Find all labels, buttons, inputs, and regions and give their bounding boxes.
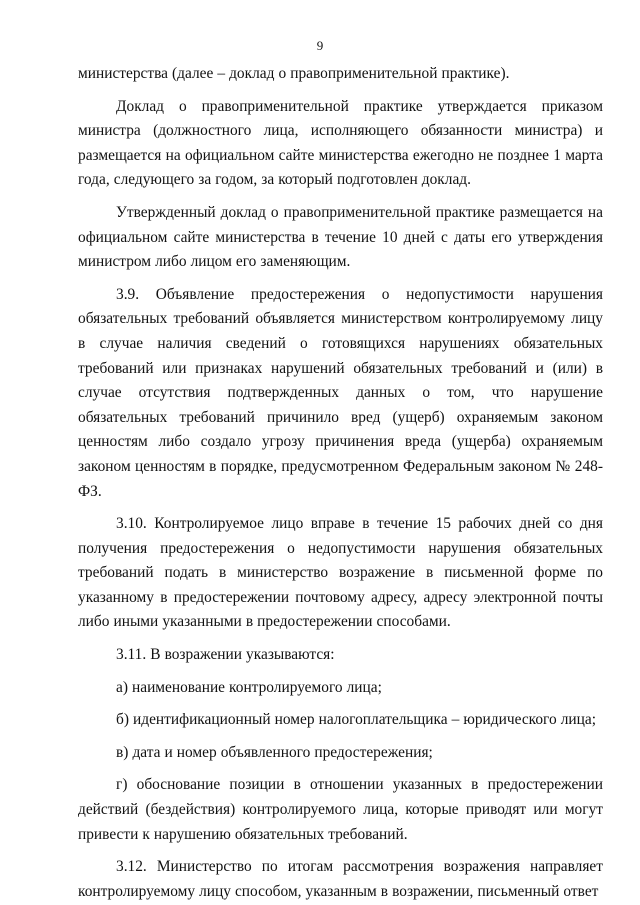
list-item-b: б) идентификационный номер налогоплательщика – юридического лица; (116, 711, 596, 729)
paragraph-3-12: 3.12. Министерство по итогам рассмотрения возражения направляет контролируемому лицу способом, указанным в возражении, письменный ответ (78, 858, 603, 900)
paragraph-3-10: 3.10. Контролируемое лицо вправе в течение 15 рабочих дней со дня получения предостережения о недопустимости нарушения обязательных требований подать в министерство возражение в письменной форме по указанному в предостережении почтовому адресу, адресу электронной почты либо иными указанными в предостережении способами. (78, 515, 603, 631)
list-item-a: а) наименование контролируемого лица; (116, 678, 382, 696)
page-number: 9 (316, 38, 324, 53)
document-body (78, 62, 603, 905)
list-item-g: г) обоснование позиции в отношении указанных в предостережении действий (бездействия) контролируемого лица, которые приводят или могут привести к нарушению обязательных требований. (78, 776, 603, 843)
paragraph-3-11: 3.11. В возражении указываются: (116, 646, 335, 664)
paragraph-report-approval: Доклад о правоприменительной практике утверждается приказом министра (должностного лица, исполняющего обязанности министра) и размещается на официальном сайте министерства ежегодно не позднее 1 марта года, следующего за годом, за который подготовлен доклад. (78, 97, 603, 189)
paragraph-report-publication: Утвержденный доклад о правоприменительной практике размещается на официальном сайте министерства в течение 10 дней с даты его утверждения министром либо лицом его заменяющим. (78, 203, 603, 271)
paragraph-3-9: 3.9. Объявление предостережения о недопустимости нарушения обязательных требований объявляется министерством контролируемому лицу в случае наличия сведений о готовящихся нарушениях обязательных требований или признаках нарушений обязательных требований и (или) в случае отсутствия подтвержденных данных о том, что нарушение обязательных требований причинило вред (ущерб) охраняемым законом ценностям либо создало угрозу причинения вреда (ущерба) охраняемым законом ценностям в порядке, предусмотренном Федеральным законом № 248-ФЗ. (78, 285, 603, 500)
paragraph-continuation: министерства (далее – доклад о правоприменительной практике). (78, 65, 510, 82)
list-item-v: в) дата и номер объявленного предостережения; (116, 743, 433, 761)
